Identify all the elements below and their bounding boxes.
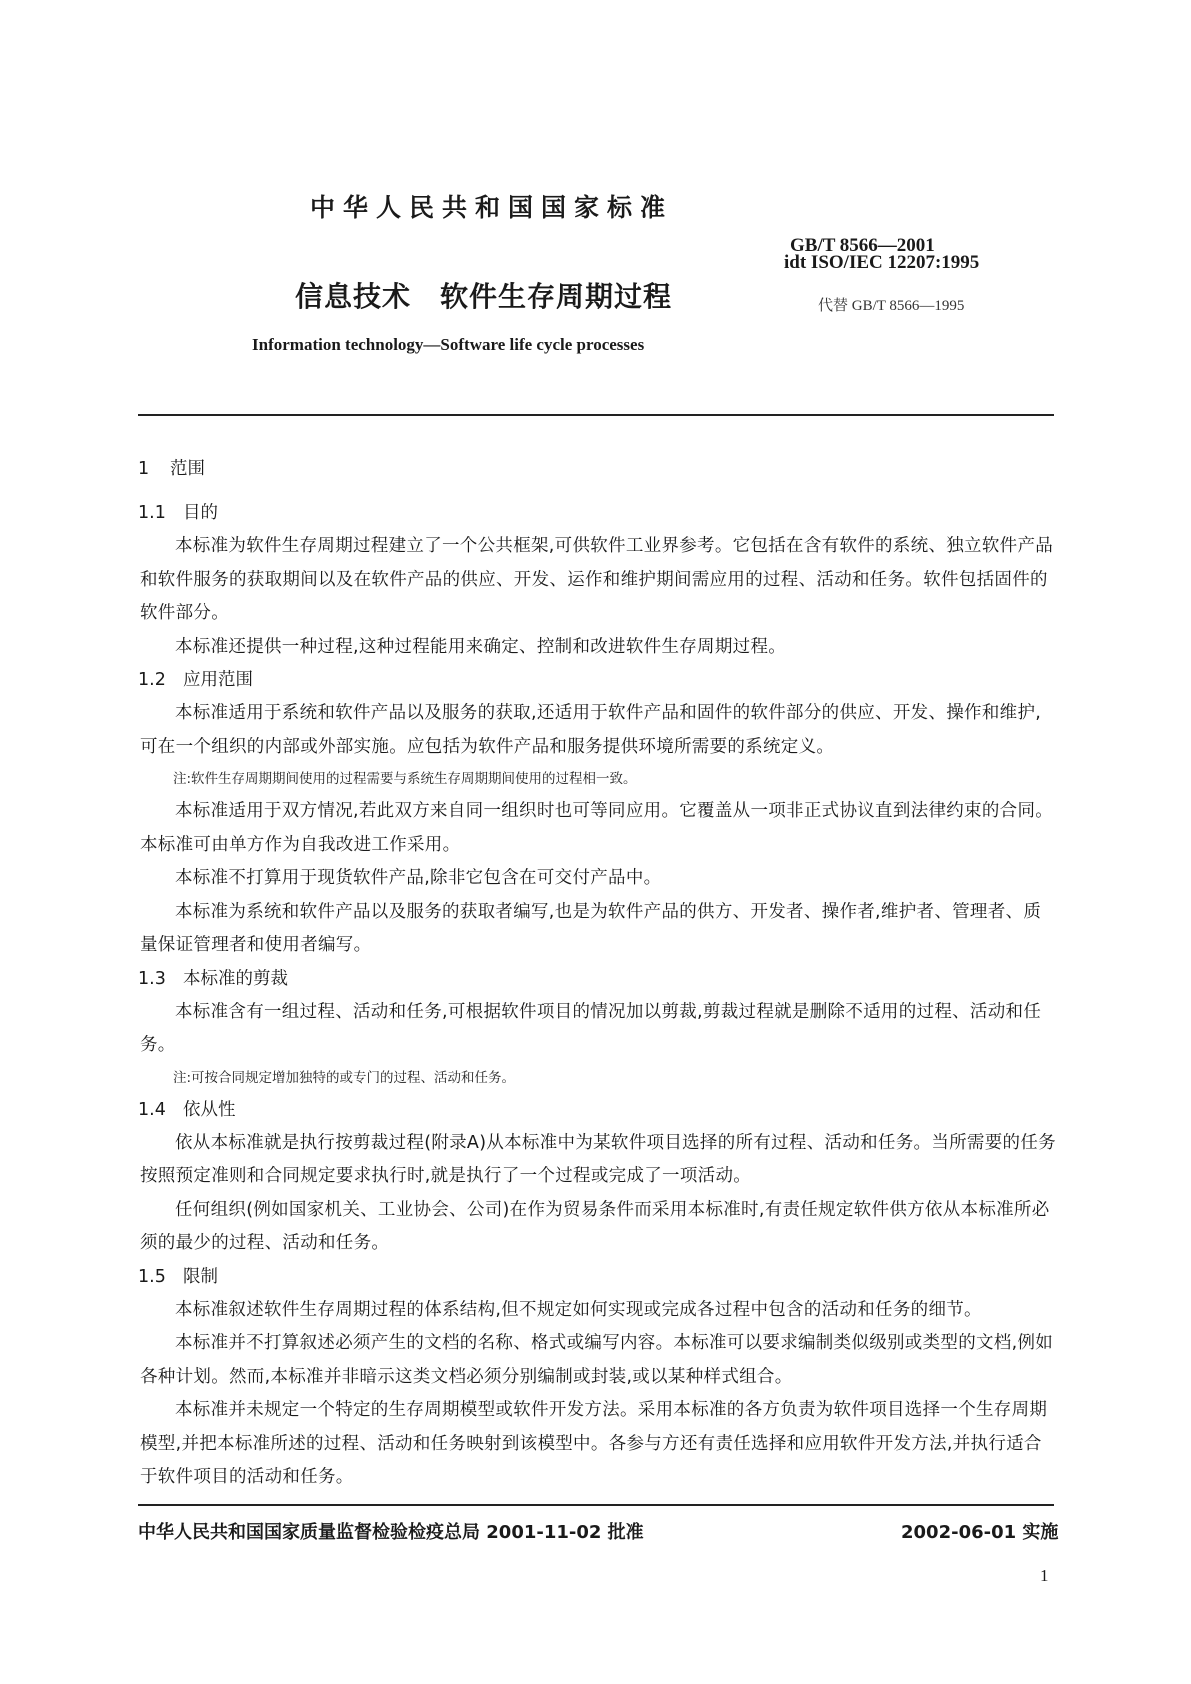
paragraph: 本标准并未规定一个特定的生存周期模型或软件开发方法。采用本标准的各方负责为软件项目选择一个生存周期模型,并把本标准所述的过程、活动和任务映射到该模型中。各参与方还有责任选择和应用软件开发方法,并执行适合于软件项目的活动和任务。 xyxy=(140,1400,1048,1487)
section-1-3-heading xyxy=(138,963,1058,996)
paragraph: 本标准适用于双方情况,若此双方来自同一组织时也可等同应用。它覆盖从一项非正式协议直到法律约束的合同。本标准可由单方作为自我改进工作采用。 xyxy=(140,801,1054,855)
national-standard-title: 中华人民共和国国家标准 xyxy=(310,193,674,222)
paragraph: 本标准为软件生存周期过程建立了一个公共框架,可供软件工业界参考。它包括在含有软件的系统、独立软件产品和软件服务的获取期间以及在软件产品的供应、开发、运作和维护期间需应用的过程、活动和任务。软件包括固件的软件部分。 xyxy=(140,536,1054,623)
section-1-2-heading xyxy=(138,664,1058,697)
paragraph: 本标准叙述软件生存周期过程的体系结构,但不规定如何实现或完成各过程中包含的活动和任务的细节。 xyxy=(175,1299,982,1320)
section-number: 1.1 xyxy=(138,503,166,523)
footer-divider xyxy=(138,1504,1054,1506)
section-1-1-heading xyxy=(138,497,1058,530)
header-divider xyxy=(138,414,1054,416)
approval-line: 中华人民共和国国家质量监督检验检疫总局 2001-11-02 批准 xyxy=(138,1522,644,1543)
effective-date: 2002-06-01 实施 xyxy=(901,1522,1059,1543)
paragraph: 本标准为系统和软件产品以及服务的获取者编写,也是为软件产品的供方、开发者、操作者,维护者、管理者、质量保证管理者和使用者编写。 xyxy=(140,901,1042,955)
paragraph: 本标准还提供一种过程,这种过程能用来确定、控制和改进软件生存周期过程。 xyxy=(175,636,787,657)
paragraph: 本标准并不打算叙述必须产生的文档的名称、格式或编写内容。本标准可以要求编制类似级别或类型的文档,例如各种计划。然而,本标准并非暗示这类文档必须分别编制或封装,或以某种样式组合。 xyxy=(140,1333,1054,1387)
section-1-5-heading xyxy=(138,1261,1058,1294)
paragraph: 本标准适用于系统和软件产品以及服务的获取,还适用于软件产品和固件的软件部分的供应、开发、操作和维护,可在一个组织的内部或外部实施。应包括为软件产品和服务提供环境所需要的系统定义。 xyxy=(140,703,1042,757)
idt-reference: idt ISO/IEC 12207:1995 xyxy=(784,252,980,273)
section-title: 目的 xyxy=(183,503,218,523)
standard-code: GB/T 8566—2001 xyxy=(790,235,935,256)
note: 注:可按合同规定增加独特的或专门的过程、活动和任务。 xyxy=(173,1069,516,1086)
section-number: 1.4 xyxy=(138,1099,166,1120)
section-number: 1.2 xyxy=(138,670,166,690)
section-1-heading xyxy=(138,452,1058,487)
document-body xyxy=(138,452,1058,1495)
section-number: 1 xyxy=(138,459,150,479)
note: 注:软件生存周期期间使用的过程需要与系统生存周期期间使用的过程相一致。 xyxy=(173,771,637,787)
section-number: 1.3 xyxy=(138,968,166,989)
document-title-en: Information technology—Software life cycle processes xyxy=(252,335,645,354)
paragraph: 本标准含有一组过程、活动和任务,可根据软件项目的情况加以剪裁,剪裁过程就是删除不适用的过程、活动和任务。 xyxy=(140,1001,1042,1055)
section-number: 1.5 xyxy=(138,1266,166,1287)
document-title-cn: 信息技术 软件生存周期过程 xyxy=(295,280,673,313)
page-number: 1 xyxy=(1040,1566,1049,1585)
section-1-4-heading xyxy=(138,1094,1058,1127)
section-title: 限制 xyxy=(183,1266,218,1287)
section-title: 范围 xyxy=(170,459,205,479)
section-title: 应用范围 xyxy=(183,670,253,690)
replaces-standard: 代替 GB/T 8566—1995 xyxy=(818,298,965,314)
section-title: 本标准的剪裁 xyxy=(183,968,288,989)
section-title: 依从性 xyxy=(183,1099,236,1120)
paragraph: 本标准不打算用于现货软件产品,除非它包含在可交付产品中。 xyxy=(175,868,662,888)
paragraph: 依从本标准就是执行按剪裁过程(附录A)从本标准中为某软件项目选择的所有过程、活动和任务。当所需要的任务按照预定准则和合同规定要求执行时,就是执行了一个过程或完成了一项活动。 xyxy=(140,1132,1056,1186)
paragraph: 任何组织(例如国家机关、工业协会、公司)在作为贸易条件而采用本标准时,有责任规定软件供方依从本标准所必须的最少的过程、活动和任务。 xyxy=(140,1199,1050,1253)
